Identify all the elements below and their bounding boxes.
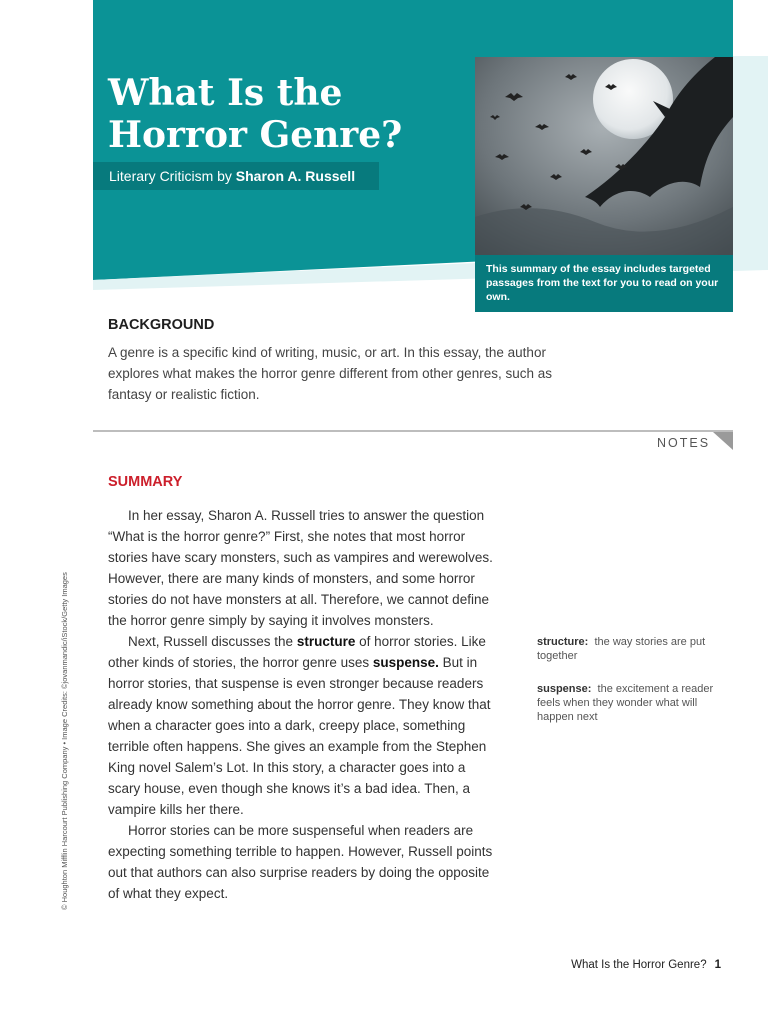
summary-paragraph-2	[108, 631, 498, 820]
background-heading: BACKGROUND	[108, 317, 215, 333]
summary-p2-text-c: But in horror stories, that suspense is even stronger because readers already know something about the horror genre. They know that when a character goes into a dark, creepy place, something terrible often happens. She gives an example from the Stephen King novel Salem’s Lot. In this story, a character goes into a scary house, even though she knows it’s a bad idea. Then, a vampire kills her there.	[108, 655, 491, 817]
glossary-entry-suspense	[537, 682, 732, 724]
bats-and-moon-image	[475, 57, 733, 255]
glossary-definition: the way stories are put together	[537, 636, 706, 662]
image-caption: This summary of the essay includes targeted passages from the text for you to read on your own.	[475, 255, 733, 312]
header-accent	[733, 56, 768, 268]
term-suspense: suspense.	[372, 655, 439, 670]
summary-paragraph-3: Horror stories can be more suspenseful when readers are expecting something terrible to happen. However, Russell points out that authors can also surprise readers by doing the opposite of what they expect.	[108, 823, 493, 901]
summary-p2-text-b: of horror stories. Like other kinds of stories, the horror genre uses	[108, 634, 486, 670]
glossary-entry-structure	[537, 635, 732, 663]
copyright-credit: © Houghton Mifflin Harcourt Publishing Company • Image Credits: ©jovanmandic/iStock/Getty Images	[60, 572, 69, 910]
byline	[93, 162, 379, 190]
section-divider	[93, 430, 733, 432]
page-number: 1	[714, 959, 721, 971]
summary-body	[108, 505, 498, 904]
summary-paragraph-1: In her essay, Sharon A. Russell tries to answer the question “What is the horror genre?” First, she notes that most horror stories have scary monsters, such as vampires and werewolves. However, there are many kinds of monsters, and some horror stories do not have monsters at all. Therefore, we cannot define the horror genre simply by saying it involves monsters.	[108, 508, 493, 628]
footer-title: What Is the Horror Genre?	[571, 959, 707, 971]
background-text: A genre is a specific kind of writing, music, or art. In this essay, the author explores what makes the horror genre different from other genres, such as fantasy or realistic fiction.	[108, 345, 552, 402]
byline-prefix: Literary Criticism by	[109, 168, 236, 184]
page-footer	[571, 959, 721, 971]
notes-tab-corner	[713, 432, 733, 450]
byline-author: Sharon A. Russell	[235, 168, 356, 184]
notes-label: NOTES	[657, 436, 711, 450]
term-structure: structure	[296, 634, 356, 649]
glossary-term: suspense:	[537, 683, 592, 695]
glossary-term: structure:	[537, 636, 589, 648]
summary-p2-text-a: Next, Russell discusses the	[128, 634, 297, 649]
summary-heading: SUMMARY	[108, 474, 183, 490]
glossary-definition: the excitement a reader feels when they wonder what will happen next	[537, 683, 714, 723]
page-title: What Is the Horror Genre?	[108, 72, 403, 156]
